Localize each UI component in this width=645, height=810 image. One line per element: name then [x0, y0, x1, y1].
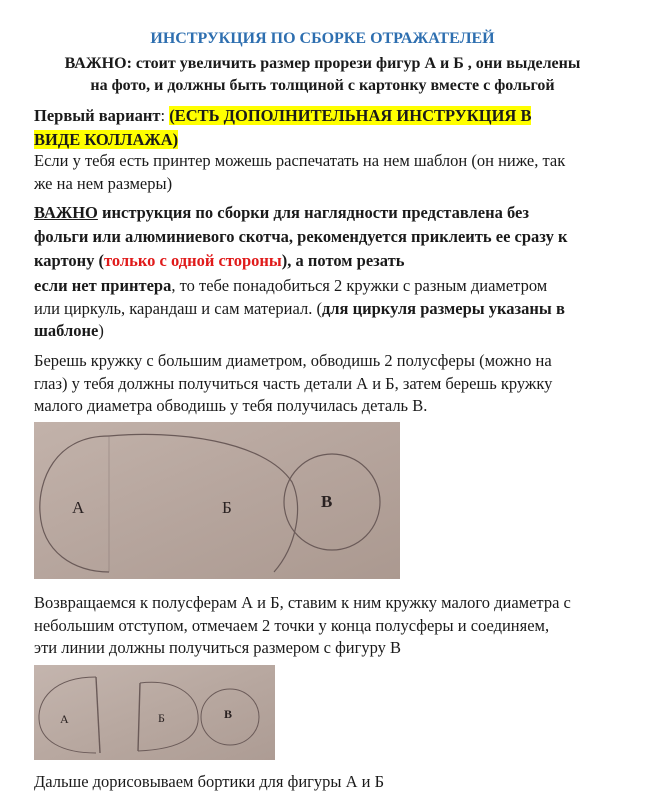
step2-line2: небольшим отступом, отмечаем 2 точки у конца полусферы и соединяем,: [34, 615, 550, 635]
important-note: [30, 53, 615, 97]
photo-traced-parts-1: [34, 422, 400, 579]
assembly-note: [34, 201, 614, 273]
no-printer-line2-bold: для циркуля размеры указаны в: [321, 298, 565, 318]
printer-line1: Если у тебя есть принтер можешь распечатать на нем шаблон (он ниже, так: [34, 151, 566, 170]
no-printer-line3-end: ): [98, 321, 104, 340]
variant-heading: [34, 104, 614, 152]
label-b: Б: [222, 498, 232, 517]
document-title: ИНСТРУКЦИЯ ПО СБОРКЕ ОТРАЖАТЕЛЕЙ: [150, 30, 495, 47]
assembly-line2: фольги или алюминиевого скотча, рекомендуется приклеить ее сразу к: [34, 227, 568, 246]
step1-paragraph: [34, 350, 614, 418]
label-b-2: Б: [158, 711, 165, 725]
label-v-2: В: [224, 707, 233, 721]
label-a: А: [72, 498, 85, 517]
photo-traced-parts-2: [34, 665, 275, 760]
no-printer-paragraph: [34, 275, 614, 343]
variant-colon: :: [160, 106, 170, 125]
variant-highlight-1: (ЕСТЬ ДОПОЛНИТЕЛЬНАЯ ИНСТРУКЦИЯ В: [169, 106, 532, 125]
photo-2-drawing: [34, 665, 275, 760]
step2-line1: Возвращаемся к полусферам А и Б, ставим к ним кружку малого диаметра с: [34, 593, 571, 612]
assembly-line3-end: ), а потом резать: [281, 251, 405, 270]
no-printer-bold: если нет принтера: [34, 276, 172, 295]
assembly-important: ВАЖНО: [34, 203, 98, 222]
step2-line3: эти линии должны получиться размером с фигуру В: [34, 638, 402, 657]
step1-line3: малого диаметра обводишь у тебя получилась деталь В.: [34, 396, 428, 415]
label-a-2: А: [60, 712, 69, 726]
assembly-line1: инструкция по сборки для наглядности представлена без: [97, 203, 530, 222]
variant-highlight-2: ВИДЕ КОЛЛАЖА): [34, 130, 179, 149]
step3-line1: Дальше дорисовываем бортики для фигуры А и Б: [34, 772, 385, 791]
no-printer-line2: или циркуль, карандаш и сам материал. (: [34, 298, 322, 318]
assembly-line3-red: только с одной стороны: [103, 251, 282, 270]
no-printer-line1: , то тебе понадобиться 2 кружки с разным диаметром: [171, 276, 548, 295]
step3-paragraph: [34, 771, 614, 794]
important-note-line2: на фото, и должны быть толщиной с картонку вместе с фольгой: [90, 77, 555, 94]
variant-label: Первый вариант: [34, 106, 161, 125]
step1-line2: глаз) у тебя должны получиться часть детали А и Б, затем берешь кружку: [34, 373, 553, 393]
step2-paragraph: [34, 592, 614, 660]
printer-paragraph: [34, 150, 614, 195]
assembly-line3-start: картону (: [34, 251, 104, 270]
no-printer-line3-bold: шаблоне: [34, 321, 99, 340]
step1-line1: Берешь кружку с большим диаметром, обводишь 2 полусферы (можно на: [34, 351, 552, 370]
photo-1-drawing: [34, 422, 400, 579]
label-v: В: [321, 492, 333, 511]
important-note-line1: ВАЖНО: стоит увеличить размер прорези фигур А и Б , они выделены: [64, 55, 581, 72]
printer-line2: же на нем размеры): [34, 173, 173, 193]
